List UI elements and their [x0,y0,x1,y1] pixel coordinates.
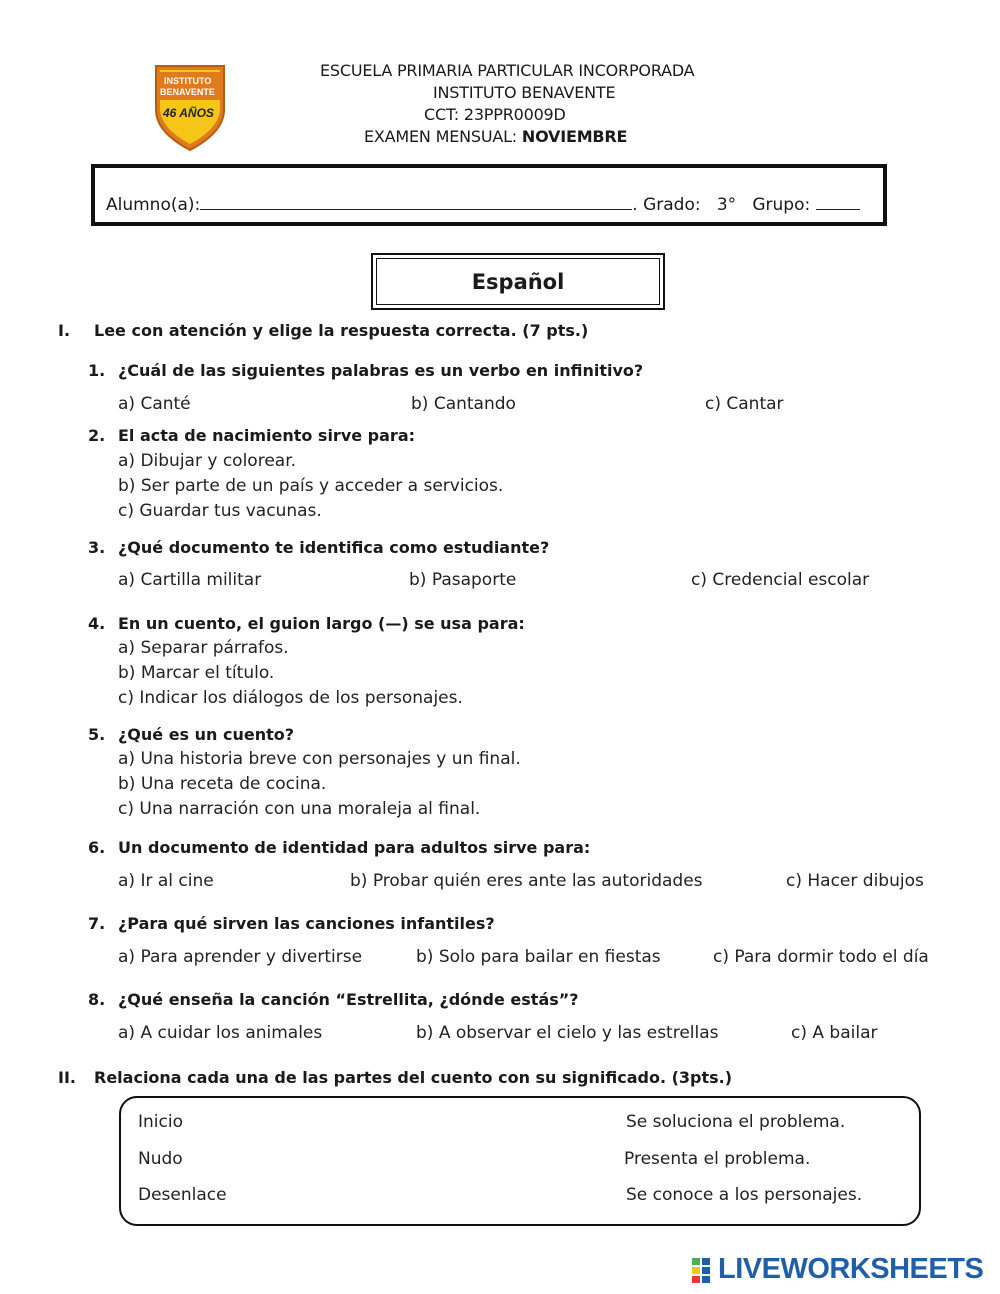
match-left-2[interactable]: Nudo [138,1149,183,1169]
match-right-2[interactable]: Presenta el problema. [624,1149,811,1169]
exam-month: NOVIEMBRE [521,127,628,146]
question-7-option-a[interactable]: a) Para aprender y divertirse [118,947,363,967]
question-5-option-a[interactable]: a) Una historia breve con personajes y un final. [118,749,521,769]
school-logo [150,60,230,152]
footer-brand [692,1253,983,1286]
question-7-option-b[interactable]: b) Solo para bailar en fiestas [416,947,661,967]
question-5-option-c[interactable]: c) Una narración con una moraleja al final. [118,799,481,819]
question-4-option-c[interactable]: c) Indicar los diálogos de los personajes. [118,688,463,708]
question-4-option-a[interactable]: a) Separar párrafos. [118,638,289,658]
section2-title: Relaciona cada una de las partes del cuento con su significado. (3pts.) [94,1068,733,1087]
logo-years: 46 AÑOS [163,106,214,120]
question-1-option-b[interactable]: b) Cantando [411,394,516,414]
match-left-3[interactable]: Desenlace [138,1185,227,1205]
question-1-text: ¿Cuál de las siguientes palabras es un verbo en infinitivo? [118,361,644,380]
section1-number: I. [58,321,71,340]
question-3-number: 3. [88,538,106,557]
question-7-option-c[interactable]: c) Para dormir todo el día [713,947,929,967]
subject-box [371,253,665,310]
question-2-text: El acta de nacimiento sirve para: [118,426,416,445]
question-5-number: 5. [88,725,106,744]
question-4-option-b[interactable]: b) Marcar el título. [118,663,275,683]
question-4-text: En un cuento, el guion largo (—) se usa para: [118,614,525,633]
question-7-text: ¿Para qué sirven las canciones infantiles? [118,914,495,933]
section1-title: Lee con atención y elige la respuesta correcta. (7 pts.) [94,321,589,340]
question-5-option-b[interactable]: b) Una receta de cocina. [118,774,327,794]
subject-title: Español [376,258,660,305]
question-1-option-c[interactable]: c) Cantar [705,394,784,414]
logo-text-line2: BENAVENTE [160,87,215,97]
group-label: Grupo: [752,195,811,215]
question-6-option-c[interactable]: c) Hacer dibujos [786,871,924,891]
student-name-field[interactable] [200,195,632,210]
student-name-label: Alumno(a): [106,195,201,215]
question-8-option-c[interactable]: c) A bailar [791,1023,878,1043]
liveworksheets-logo-icon [692,1257,718,1283]
question-1-option-a[interactable]: a) Canté [118,394,191,414]
exam-label: EXAMEN MENSUAL: [364,127,522,146]
question-7-number: 7. [88,914,106,933]
question-8-option-b[interactable]: b) A observar el cielo y las estrellas [416,1023,719,1043]
question-3-option-b[interactable]: b) Pasaporte [409,570,517,590]
question-2-option-a[interactable]: a) Dibujar y colorear. [118,451,297,471]
question-6-option-b[interactable]: b) Probar quién eres ante las autoridades [350,871,703,891]
group-field[interactable] [816,195,860,210]
question-2-number: 2. [88,426,106,445]
logo-text-line1: INSTITUTO [164,76,212,86]
question-3-option-a[interactable]: a) Cartilla militar [118,570,262,590]
grade-label: . Grado: [632,195,701,215]
question-8-option-a[interactable]: a) A cuidar los animales [118,1023,323,1043]
question-8-number: 8. [88,990,106,1009]
footer-brand-text: LIVEWORKSHEETS [718,1253,984,1285]
question-8-text: ¿Qué enseña la canción “Estrellita, ¿dónde estás”? [118,990,579,1009]
question-5-text: ¿Qué es un cuento? [118,725,295,744]
student-info-row [106,195,860,215]
question-2-option-c[interactable]: c) Guardar tus vacunas. [118,501,322,521]
section2-number: II. [58,1068,76,1087]
question-6-option-a[interactable]: a) Ir al cine [118,871,214,891]
question-1-number: 1. [88,361,106,380]
header-exam [364,127,627,146]
question-4-number: 4. [88,614,106,633]
match-right-1[interactable]: Se soluciona el problema. [626,1112,846,1132]
header-school-name: INSTITUTO BENAVENTE [433,83,616,102]
header-school-type: ESCUELA PRIMARIA PARTICULAR INCORPORADA [320,61,695,80]
header-cct: CCT: 23PPR0009D [424,105,566,124]
question-2-option-b[interactable]: b) Ser parte de un país y acceder a servicios. [118,476,504,496]
grade-value: 3° [716,195,737,215]
match-left-1[interactable]: Inicio [138,1112,183,1132]
match-right-3[interactable]: Se conoce a los personajes. [626,1185,863,1205]
question-3-option-c[interactable]: c) Credencial escolar [691,570,870,590]
question-3-text: ¿Qué documento te identifica como estudiante? [118,538,550,557]
question-6-number: 6. [88,838,106,857]
question-6-text: Un documento de identidad para adultos sirve para: [118,838,591,857]
